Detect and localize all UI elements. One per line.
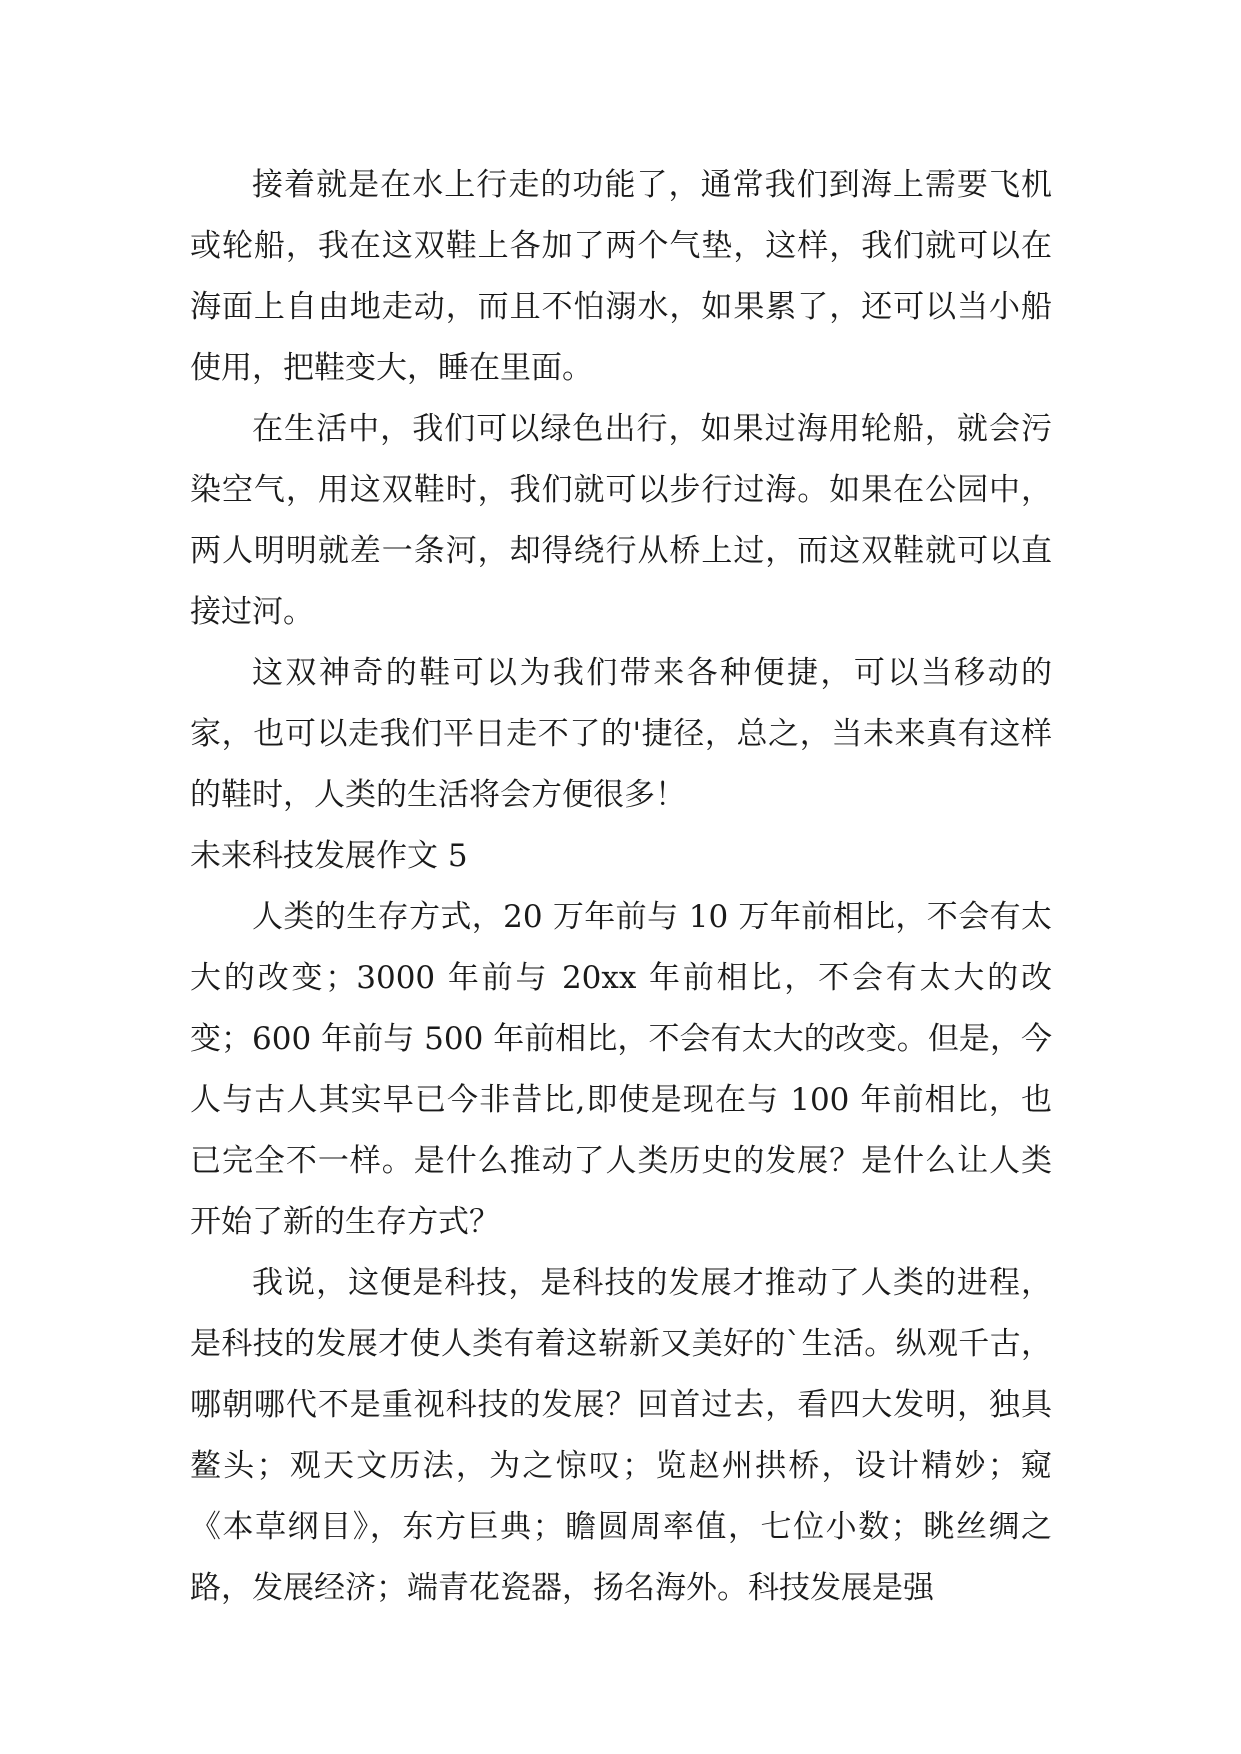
paragraph-green-travel: 在生活中，我们可以绿色出行，如果过海用轮船，就会污染空气，用这双鞋时，我们就可以步行过海。如果在公园中，两人明明就差一条河，却得绕行从桥上过，而这双鞋就可以直接过河。 <box>190 411 1052 630</box>
paragraph-technology-history: 我说，这便是科技，是科技的发展才推动了人类的进程，是科技的发展才使人类有着这崭新又美好的`生活。纵观千古，哪朝哪代不是重视科技的发展？回首过去，看四大发明，独具鳌头；观天文历法，为之惊叹；览赵州拱桥，设计精妙；窥《本草纲目》，东方巨典；瞻圆周率值，七位小数；眺丝绸之路，发展经济；端青花瓷器，扬名海外。科技发展是强 <box>190 1265 1052 1606</box>
section-title: 未来科技发展作文 5 <box>190 838 468 874</box>
paragraph-conclusion: 这双神奇的鞋可以为我们带来各种便捷，可以当移动的家，也可以走我们平日走不了的'捷径，总之，当未来真有这样的鞋时，人类的生活将会方便很多！ <box>190 655 1052 813</box>
document-page <box>190 155 1052 1619</box>
paragraph-human-survival: 人类的生存方式，20 万年前与 10 万年前相比，不会有太大的改变；3000 年前与 20xx 年前相比，不会有太大的改变；600 年前与 500 年前相比，不会有太大的改变。但是，今人与古人其实早已今非昔比,即使是现在与 100 年前相比，也已完全不一样。是什么推动了人类历史的发展？是什么让人类开始了新的生存方式？ <box>190 899 1052 1240</box>
paragraph-water-walking: 接着就是在水上行走的功能了，通常我们到海上需要飞机或轮船，我在这双鞋上各加了两个气垫，这样，我们就可以在海面上自由地走动，而且不怕溺水，如果累了，还可以当小船使用，把鞋变大，睡在里面。 <box>190 167 1052 386</box>
